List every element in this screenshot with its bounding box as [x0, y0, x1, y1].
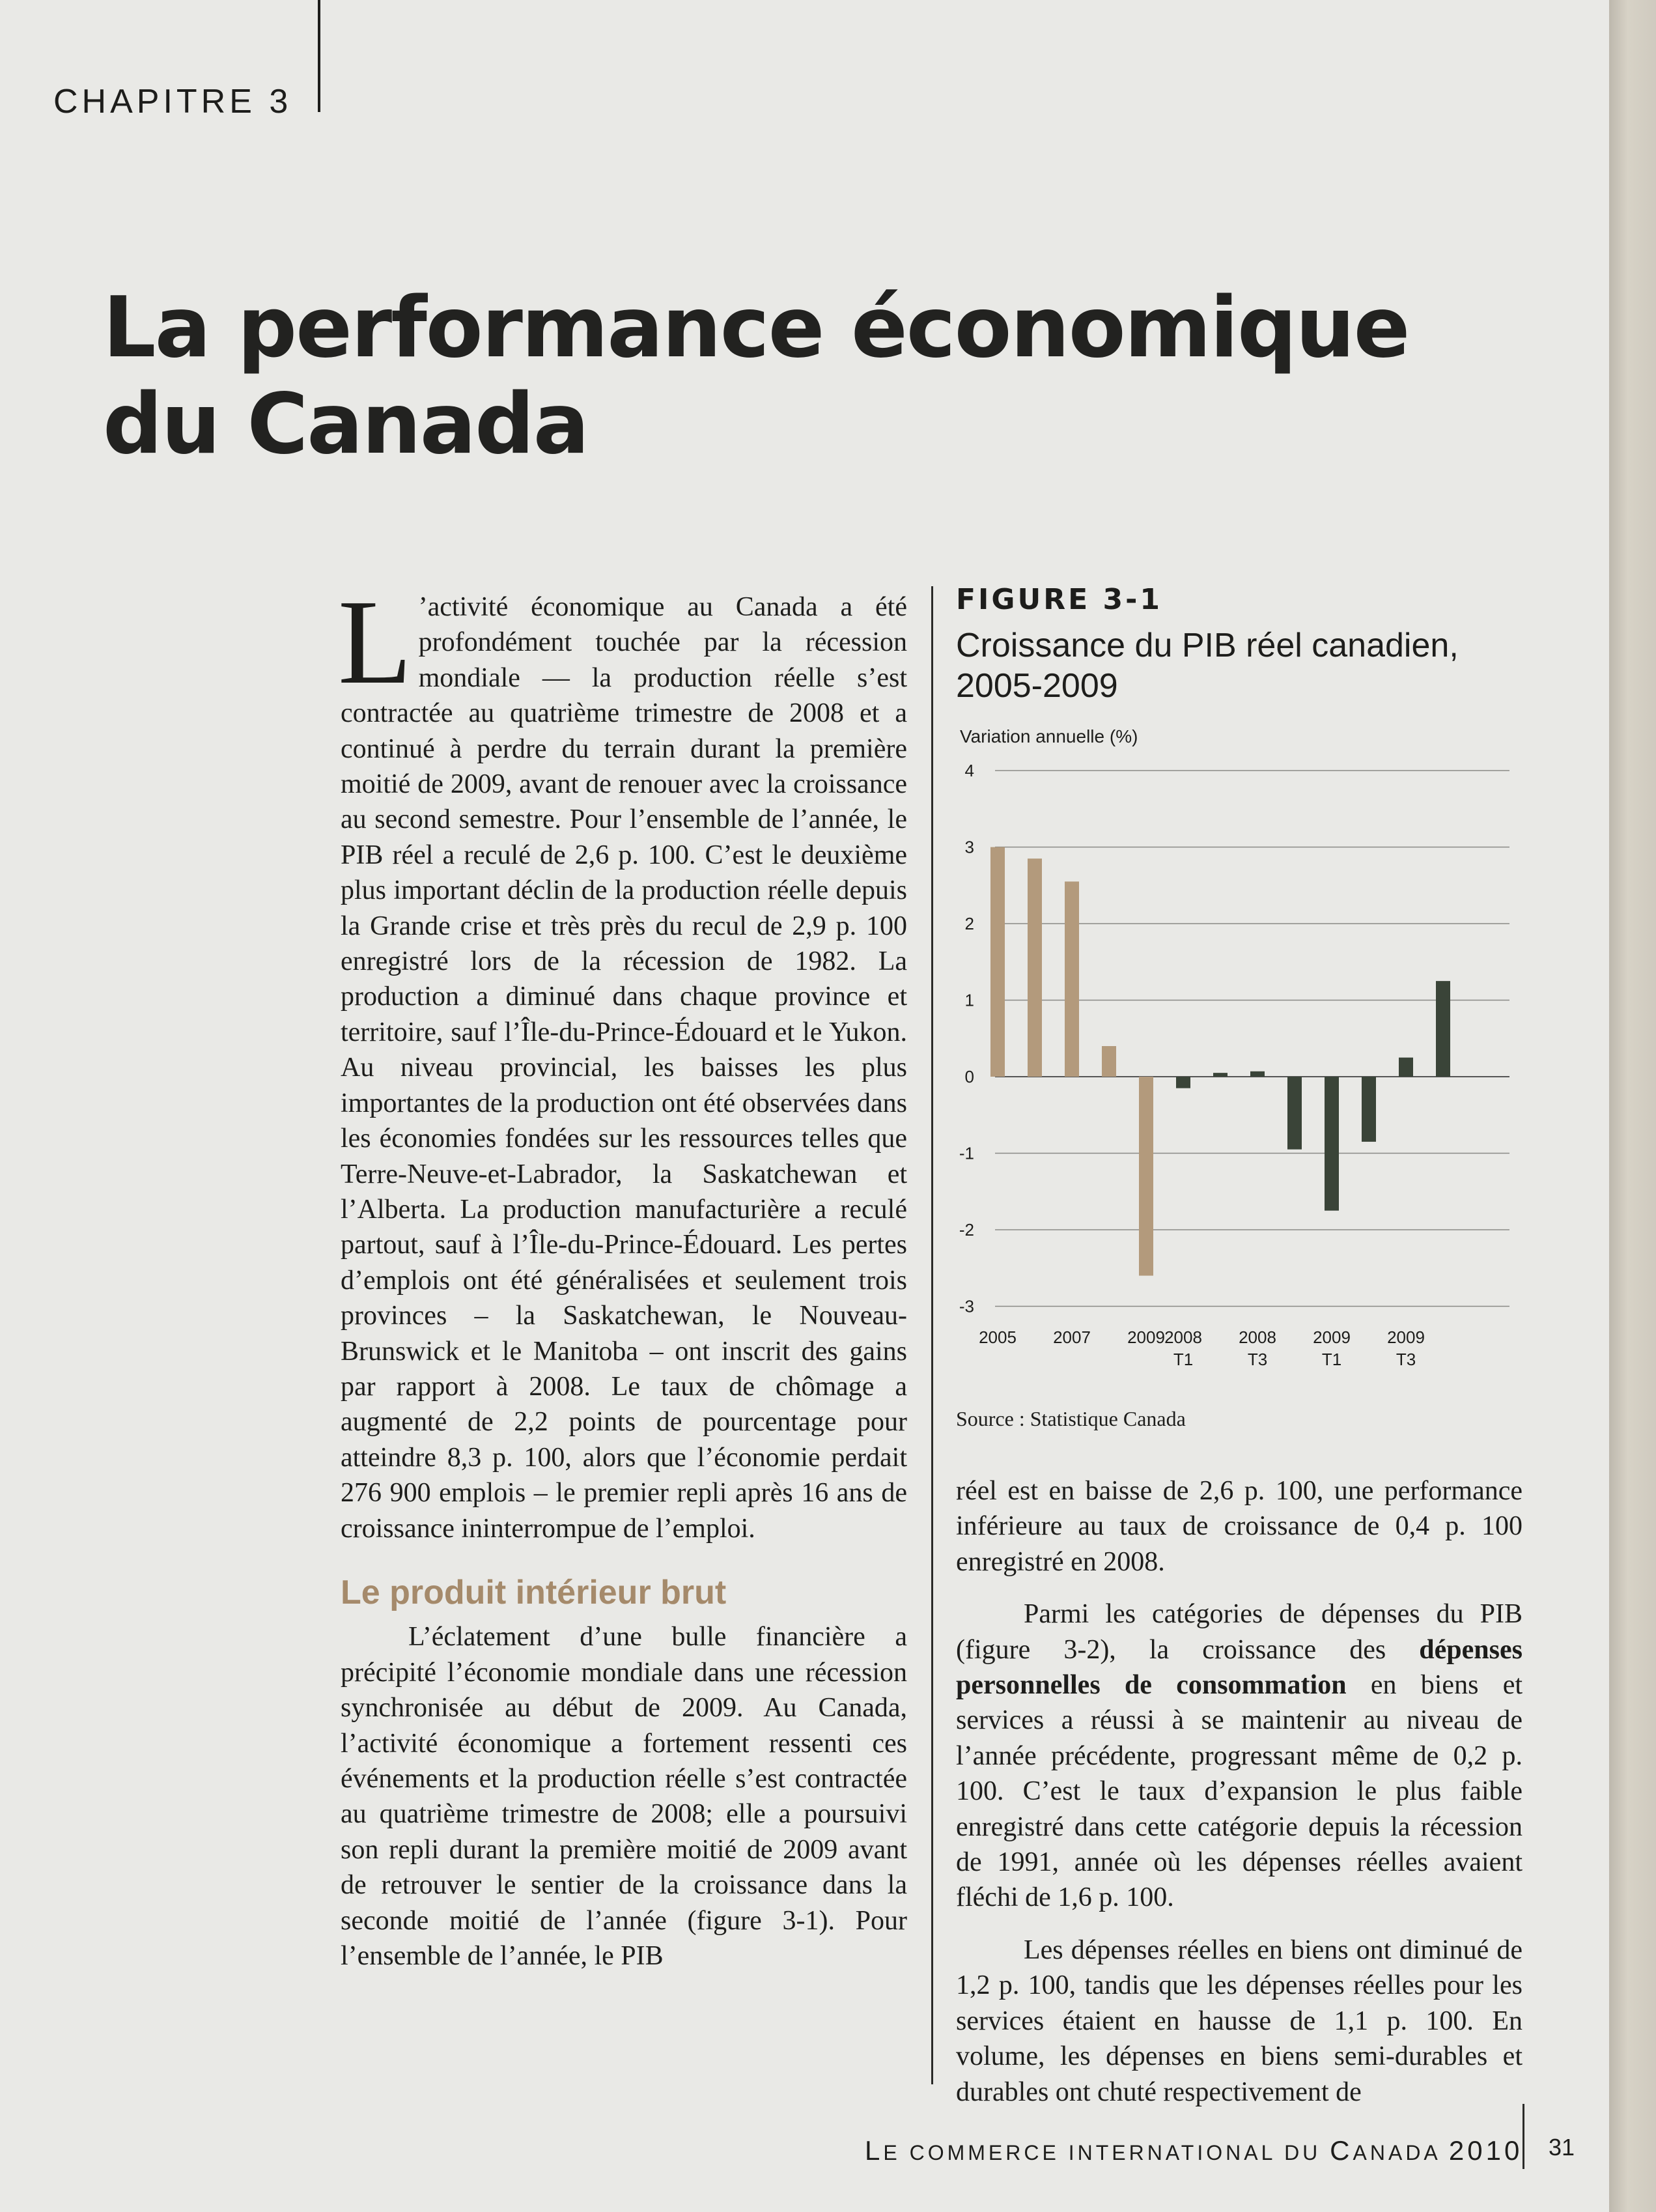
section-heading: Le produit intérieur brut	[341, 1573, 727, 1611]
y-tick-label: 0	[964, 1067, 974, 1086]
footer-divider	[1523, 2104, 1524, 2169]
figure-source: Source : Statistique Canada	[956, 1407, 1186, 1430]
figure-label: FIGURE 3-1	[956, 583, 1163, 616]
y-tick-label: 4	[964, 761, 974, 780]
figure-title: Croissance du PIB réel canadien, 2005-2009	[956, 627, 1459, 705]
page-edge	[1609, 0, 1656, 2212]
gdp-growth-chart	[956, 723, 1529, 1381]
right-paragraph-1: réel est en baisse de 2,6 p. 100, une performance inférieure au taux de croissance de 0,4 p. 100 enregistré en 2008.	[956, 1476, 1523, 1577]
x-tick-sublabel: T3	[1247, 1350, 1268, 1369]
intro-paragraph	[338, 575, 907, 1546]
y-tick-label: 2	[964, 914, 974, 933]
bar-2008	[1102, 1046, 1116, 1077]
footer-cap-l: L	[865, 2135, 884, 2166]
bar-2007	[1065, 881, 1079, 1077]
y-tick-label: -1	[959, 1143, 974, 1163]
footer-text-1: E COMMERCE INTERNATIONAL DU	[883, 2141, 1330, 2164]
y-tick-label: 1	[964, 990, 974, 1010]
x-tick-sublabel: T1	[1173, 1350, 1194, 1369]
title-line-2: du Canada	[103, 376, 589, 473]
bar-2008-T2	[1213, 1073, 1228, 1077]
x-tick-label: 2005	[979, 1327, 1017, 1347]
x-tick-label: 2009	[1387, 1327, 1425, 1347]
x-tick-label: 2008	[1164, 1327, 1202, 1347]
y-tick-label: -3	[959, 1296, 974, 1316]
right-paragraph-3: Les dépenses réelles en biens ont diminué de 1,2 p. 100, tandis que les dépenses réelles pour les services étaient en hausse de 1,1 p. 100. En volume, les dépenses en biens semi-durables et durables ont chuté respectivement de	[956, 1935, 1523, 2107]
bar-2008-T4	[1287, 1077, 1302, 1150]
bar-2005	[990, 847, 1005, 1077]
intro-text: ’activité économique au Canada a été profondément touchée par la récession mondiale — la production réelle s’est contractée au quatrième trimestre de 2008 et a continué à perdre du terrain durant la première moitié de 2009, avant de renouer avec la croissance au second semestre. Pour l’ensemble de l’année, le PIB réel a reculé de 2,6 p. 100. C’est le deuxième plus important déclin de la production réelle depuis la Grande crise et très près du recul de 2,9 p. 100 enregistré lors de la récession de 1982. La production a diminué dans chaque province et territoire, sauf l’Île-du-Prince-Édouard et le Yukon. Au niveau provincial, les baisses les plus importantes de la production ont été observées dans les économies fondées sur les ressources telles que Terre-Neuve-et-Labrador, la Saskatchewan et l’Alberta. La production manufacturière a reculé partout, sauf à l’Île-du-Prince-Édouard. Les pertes d’emplois ont été généralisées et seulement trois provinces – la Saskatchewan, le Nouveau-Brunswick et le Manitoba – ont inscrit des gains par rapport à 2008. Le taux de chômage a augmenté de 2,2 points de pourcentage pour atteindre 8,3 p. 100, alors que l’économie perdait 276 900 emplois – le premier repli après 16 ans de croissance ininterrompue de l’emploi.	[341, 592, 907, 1544]
bar-2008-T3	[1250, 1071, 1265, 1077]
right-column	[956, 1473, 1523, 2110]
right-paragraph-2-start: Parmi les catégories de dépenses du PIB (figure 3-2), la croissance des	[956, 1599, 1523, 1665]
chapter-divider	[318, 0, 320, 112]
page-title	[103, 280, 1470, 473]
x-tick-sublabel: T3	[1396, 1350, 1416, 1369]
column-divider	[931, 586, 933, 2084]
x-tick-label: 2009	[1313, 1327, 1351, 1347]
page-number: 31	[1549, 2134, 1575, 2161]
running-footer	[865, 2135, 1523, 2166]
bar-2006	[1028, 858, 1042, 1077]
footer-cap-c: C	[1330, 2135, 1353, 2166]
paragraph-gap	[956, 1580, 1523, 1596]
x-tick-label: 2008	[1239, 1327, 1276, 1347]
left-column	[338, 575, 907, 1974]
chapter-label: CHAPITRE 3	[53, 83, 292, 121]
x-tick-sublabel: T1	[1321, 1350, 1342, 1369]
right-paragraph-2-end: en biens et services a réussi à se maintenir au niveau de l’année précédente, progressant même de 0,2 p. 100. C’est le taux d’expansion le plus faible enregistré dans cette catégorie depuis la récession de 1991, année où les dépenses réelles avaient fléchi de 1,6 p. 100.	[956, 1670, 1523, 1913]
bar-2009-T4	[1436, 981, 1450, 1077]
y-tick-label: -2	[959, 1220, 974, 1240]
bar-2009-T2	[1362, 1077, 1376, 1142]
title-line-1: La performance économique	[103, 279, 1409, 376]
x-tick-label: 2009	[1127, 1327, 1165, 1347]
right-paragraph-2-bold: dépenses personnelles de consommation	[956, 1634, 1523, 1701]
bar-2008-T1	[1176, 1077, 1190, 1088]
bar-2009-T1	[1325, 1077, 1339, 1211]
bar-2009-T3	[1399, 1058, 1413, 1077]
right-paragraph-2	[956, 1596, 1523, 1916]
y-tick-label: 3	[964, 837, 974, 857]
drop-cap: L	[338, 575, 412, 709]
y-axis-label: Variation annuelle (%)	[960, 726, 1138, 746]
footer-text-2: ANADA	[1353, 2141, 1440, 2164]
x-tick-label: 2007	[1053, 1327, 1091, 1347]
section-paragraph: L’éclatement d’une bulle financière a précipité l’économie mondiale dans une récession synchronisée au début de 2009. Au Canada, l’activité économique a fortement ressenti ces événements et la production réelle s’est contractée au quatrième trimestre de 2008; elle a poursuivi son repli durant la première moitié de 2009 avant de retrouver le sentier de la croissance dans la seconde moitié de l’année (figure 3-1). Pour l’ensemble de l’année, le PIB	[341, 1622, 907, 1972]
bar-2009	[1139, 1077, 1153, 1276]
paragraph-gap	[956, 1916, 1523, 1933]
footer-year: 2010	[1448, 2135, 1523, 2166]
